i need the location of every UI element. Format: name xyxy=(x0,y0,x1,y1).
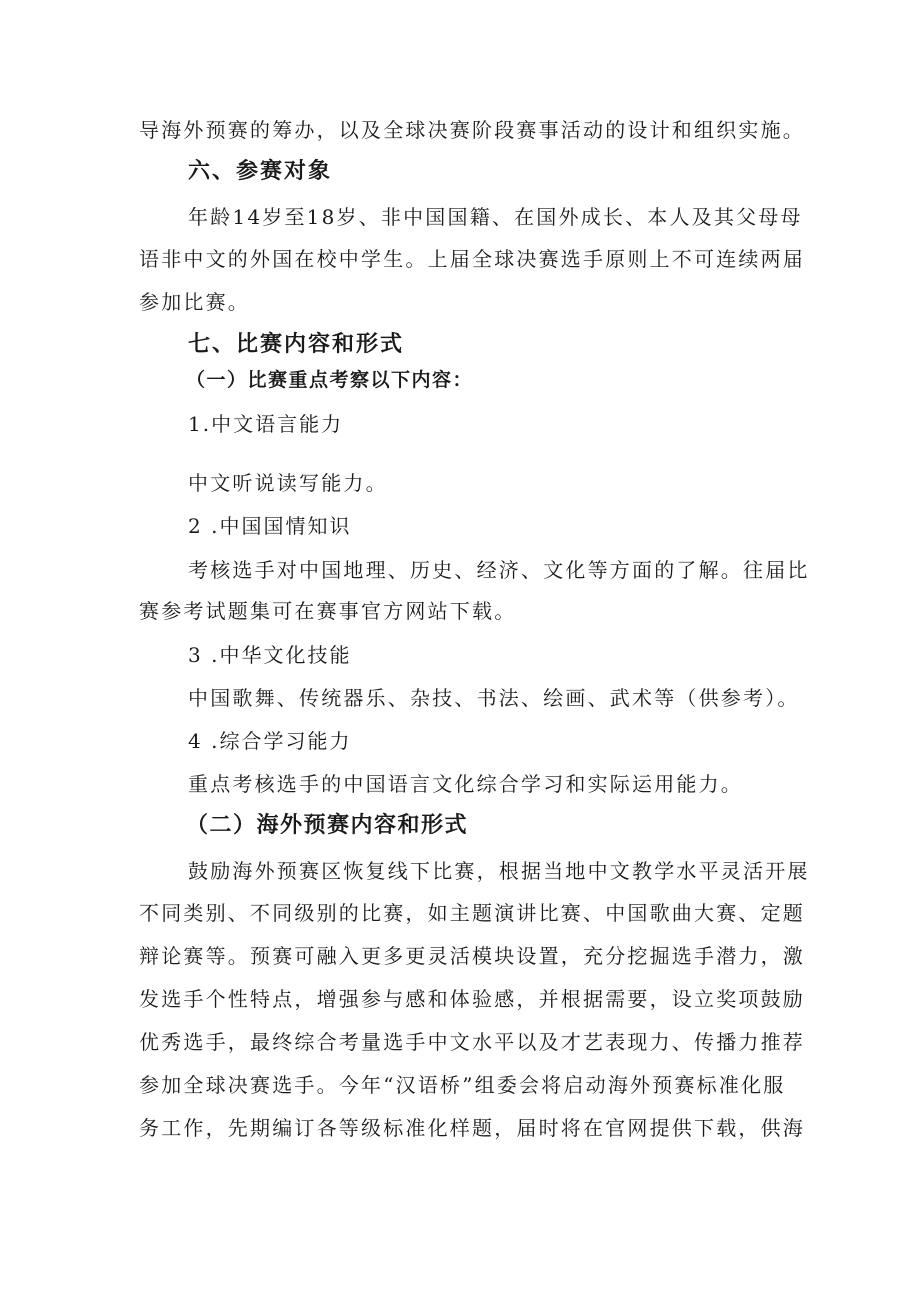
paragraph-line: 年龄14岁至18岁、非中国国籍、在国外成长、本人及其父母母 xyxy=(188,205,803,229)
list-item-title: 4 .综合学习能力 xyxy=(188,729,352,753)
section-heading-content-format: 七、比赛内容和形式 xyxy=(188,332,405,357)
paragraph-line: 考核选手对中国地理、历史、经济、文化等方面的了解。往届比 xyxy=(188,558,810,582)
list-item-title: 1.中文语言能力 xyxy=(188,412,344,436)
paragraph-line: 务工作，先期编订各等级标准化样题，届时将在官网提供下载，供海 xyxy=(139,1116,805,1140)
paragraph-line: 发选手个性特点，增强参与感和体验感，并根据需要，设立奖项鼓励 xyxy=(139,987,805,1011)
paragraph-line: 参加全球决赛选手。今年“汉语桥”组委会将启动海外预赛标准化服 xyxy=(139,1073,786,1097)
section-heading-participants: 六、参赛对象 xyxy=(188,159,333,184)
paragraph-line: 鼓励海外预赛区恢复线下比赛，根据当地中文教学水平灵活开展 xyxy=(188,859,810,883)
paragraph-continuation: 导海外预赛的筹办，以及全球决赛阶段赛事活动的设计和组织实施。 xyxy=(139,118,805,142)
paragraph-line: 辩论赛等。预赛可融入更多更灵活模块设置，充分挖掘选手潜力，激 xyxy=(139,944,805,968)
subsection-heading-2: （二）海外预赛内容和形式 xyxy=(186,813,469,838)
paragraph-line: 重点考核选手的中国语言文化综合学习和实际运用能力。 xyxy=(188,772,743,796)
paragraph-line: 不同类别、不同级别的比赛，如主题演讲比赛、中国歌曲大赛、定题 xyxy=(139,901,805,925)
paragraph-line: 赛参考试题集可在赛事官方网站下载。 xyxy=(139,599,517,623)
list-item-title: 2 .中国国情知识 xyxy=(188,514,352,538)
subsection-heading-1: （一）比赛重点考察以下内容： xyxy=(186,369,474,391)
list-item-title: 3 .中华文化技能 xyxy=(188,643,352,667)
paragraph-line: 语非中文的外国在校中学生。上届全球决赛选手原则上不可连续两届 xyxy=(139,247,805,271)
paragraph-line: 优秀选手，最终综合考量选手中文水平以及才艺表现力、传播力推荐 xyxy=(139,1030,805,1054)
paragraph-line: 中国歌舞、传统器乐、杂技、书法、绘画、武术等（供参考）。 xyxy=(188,686,800,710)
paragraph-line: 参加比赛。 xyxy=(139,290,250,314)
paragraph-line: 中文听说读写能力。 xyxy=(188,471,388,495)
